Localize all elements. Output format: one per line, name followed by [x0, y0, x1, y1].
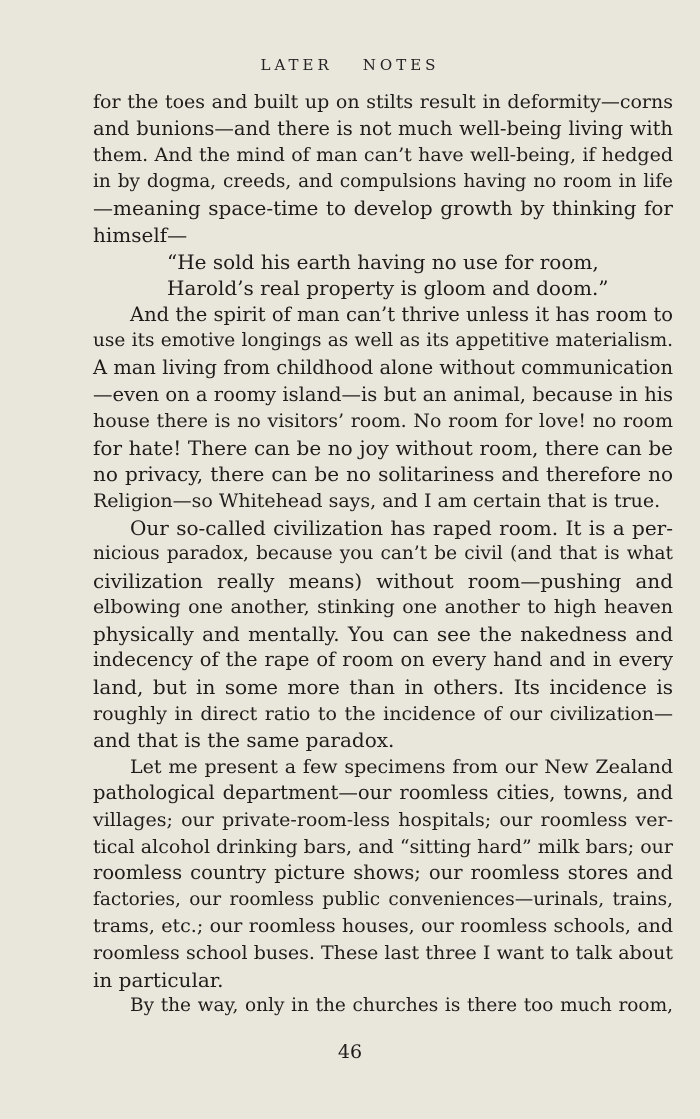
paragraph-start-line: Our so-called civilization has raped room. It is a per-	[130, 515, 673, 540]
text-line: civilization really means) without room—pushing and	[93, 568, 673, 593]
text-line: them. And the mind of man can’t have well-being, if hedged	[93, 144, 673, 167]
text-line: —meaning space-time to develop growth by thinking for	[93, 196, 673, 221]
running-header-word-later: LATER	[260, 56, 333, 74]
text-line: use its emotive longings as well as its appetitive materialism.	[93, 330, 673, 352]
text-line: trams, etc.; our roomless houses, our roomless schools, and	[93, 915, 673, 938]
text-line: elbowing one another, stinking one another to high heaven	[93, 596, 673, 619]
text-line: in particular.	[93, 967, 224, 992]
text-line: roughly in direct ratio to the incidence of our civilization—	[93, 702, 673, 725]
text-line: house there is no visitors’ room. No room for love! no room	[93, 410, 673, 433]
text-line: and that is the same paradox.	[93, 728, 395, 753]
text-line: roomless country picture shows; our roomless stores and	[93, 861, 673, 885]
text-line: no privacy, there can be no solitariness and therefore no	[93, 462, 673, 487]
running-header-word-notes: NOTES	[362, 56, 440, 74]
text-line: —even on a roomy island—is but an animal, because in his	[93, 382, 673, 406]
body-text	[93, 89, 673, 1020]
paragraph-start-line: And the spirit of man can’t thrive unless it has room to	[130, 302, 673, 326]
text-line: nicious paradox, because you can’t be civil (and that is what	[93, 543, 673, 565]
verse-line: Harold’s real property is gloom and doom.”	[167, 276, 609, 301]
text-line: A man living from childhood alone without communication	[93, 355, 673, 379]
paragraph-start-line: Let me present a few specimens from our New Zealand	[130, 755, 673, 778]
paragraph-start-line: By the way, only in the churches is there too much room,	[130, 995, 673, 1017]
text-line: Religion—so Whitehead says, and I am certain that is true.	[93, 489, 661, 512]
text-line: roomless school buses. These last three I want to talk about	[93, 942, 673, 964]
text-line: land, but in some more than in others. Its incidence is	[93, 675, 673, 700]
text-line: tical alcohol drinking bars, and “sitting hard” milk bars; our	[93, 835, 673, 858]
verse-line: “He sold his earth having no use for room,	[167, 249, 599, 274]
text-line: factories, our roomless public conveniences—urinals, trains,	[93, 888, 673, 910]
text-line: pathological department—our roomless cities, towns, and	[93, 781, 673, 805]
text-line: indecency of the rape of room on every hand and in every	[93, 648, 673, 672]
text-line: in by dogma, creeds, and compulsions having no room in life	[93, 170, 673, 192]
text-line: for hate! There can be no joy without room, there can be	[93, 435, 673, 460]
text-line: for the toes and built up on stilts result in deformity—corns	[93, 91, 673, 113]
text-line: villages; our private-room-less hospitals; our roomless ver-	[93, 809, 673, 832]
text-line: himself—	[93, 222, 188, 247]
text-line: and bunions—and there is not much well-being living with	[93, 116, 673, 140]
running-header	[0, 56, 700, 74]
text-line: physically and mentally. You can see the nakedness and	[93, 621, 673, 646]
page-number: 46	[337, 1041, 363, 1063]
